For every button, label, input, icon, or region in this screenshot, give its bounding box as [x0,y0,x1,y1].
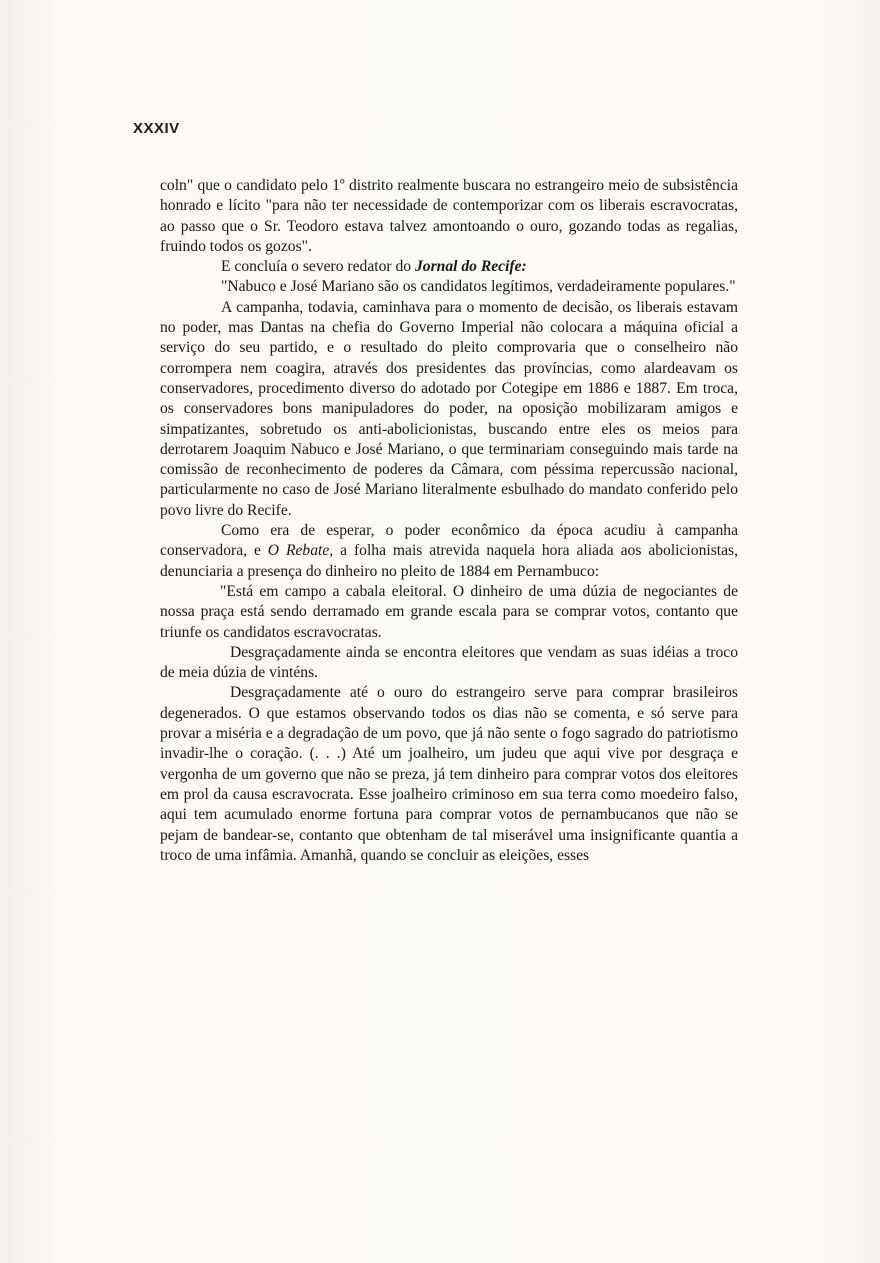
quotation-paragraph: Desgraçadamente ainda se encontra eleitores que vendam as suas idéias a troco de meia dúzia de vinténs. [160,643,738,682]
paragraph-text: Como era de esperar, o poder econômico da época acudiu à campanha conservadora, e [160,522,738,560]
quotation-paragraph: Desgraçadamente até o ouro do estrangeiro serve para comprar brasileiros degenerados. O que estamos observando todos os dias não se comenta, e só serve para provar a miséria e a degradação de um povo, que já não sente o fogo sagrado do patriotismo invadir-lhe o coração. (. . .) Até um joalheiro, um judeu que aqui vive por desgraça e vergonha de um governo que não se preza, já tem dinheiro para comprar votos dos eleitores em prol da causa escravocrata. Esse joalheiro criminoso em sua terra como moedeiro falso, aqui tem acumulado enorme fortuna para comprar votos de pernambucanos que não se pejam de bandear-se, contanto que obtenham de tal miserável uma insignificante quantia a troco de uma infâmia. Amanhã, quando se concluir as eleições, esses [160,684,738,864]
block-quotation [160,582,738,866]
paragraph-campaign: A campanha, todavia, caminhava para o momento de decisão, os liberais estavam no poder, mas Dantas na chefia do Governo Imperial não colocara a máquina oficial a serviço do seu partido, e o resultado do pleito comprovaria que o conselheiro não corrompera nem coagira, através dos presidentes das províncias, como alardeavam os conservadores, procedimento diverso do adotado por Cotegipe em 1886 e 1887. Em troca, os conservadores bons manipuladores do poder, na oposição mobilizaram amigos e simpatizantes, sobretudo os anti-abolicionistas, buscando entre eles os meios para derrotarem Joaquim Nabuco e José Mariano, o que terminariam conseguindo mais tarde na comissão de reconhecimento de poderes da Câmara, com péssima repercussão nacional, particularmente no caso de José Mariano literalmente esbulhado do mandato conferido pelo povo livre do Recife. [160,298,738,519]
body-text [160,176,738,866]
page-number: XXXIV [133,120,180,137]
quotation-candidates: "Nabuco e José Mariano são os candidatos legítimos, verdadeiramente populares." [221,278,736,296]
newspaper-title: O Rebate [267,542,330,560]
paragraph-economic-power [160,521,738,582]
quotation-paragraph: "Está em campo a cabala eleitoral. O dinheiro de uma dúzia de negociantes de nossa praça está sendo derramado em grande escala para se comprar votos, contanto que triunfe os candidatos escravocratas. [160,582,738,641]
paragraph-text: E concluía o severo redator do [221,258,415,276]
paragraph-conclusion-intro [160,257,738,277]
paragraph-text: , a folha mais atrevida naquela hora aliada aos abolicionistas, denunciaria a presença do dinheiro no pleito de 1884 em Pernambuco: [160,542,738,580]
newspaper-title: Jornal do Recife: [414,258,527,276]
paragraph-continuation: coln" que o candidato pelo 1º distrito realmente buscara no estrangeiro meio de subsistência honrado e lícito "para não ter necessidade de contemporizar com os liberais escravocratas, ao passo que o Sr. Teodoro estava talvez amontoando o ouro, gozando todas as regalias, fruindo todos os gozos". [160,177,738,255]
